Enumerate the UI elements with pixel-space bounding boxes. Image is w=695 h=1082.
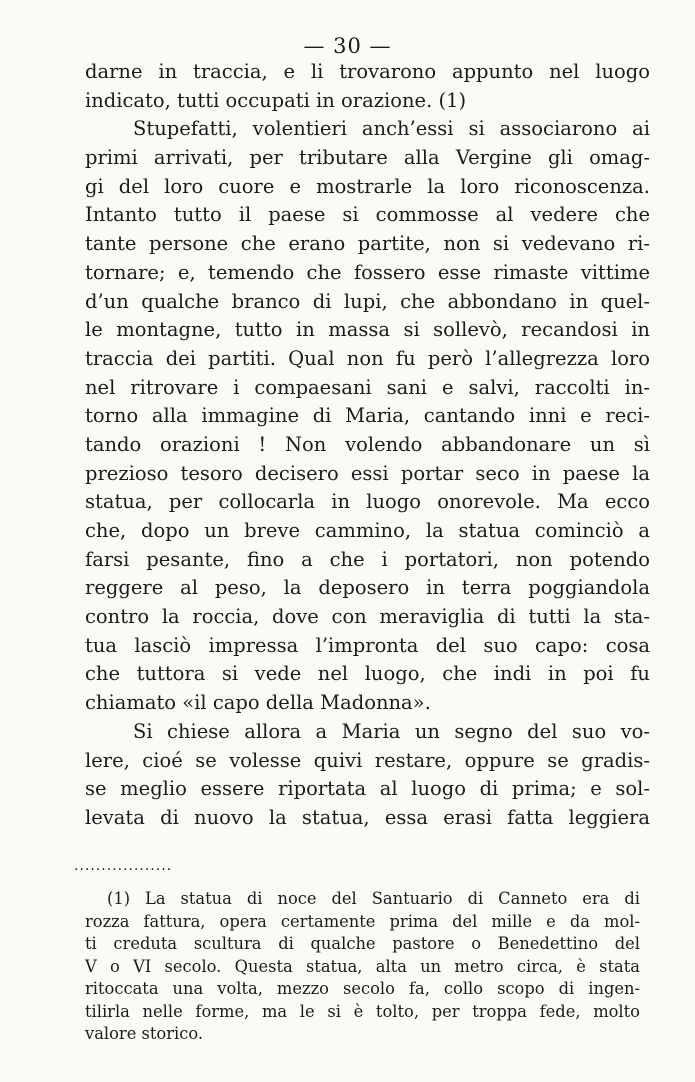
- footnote-line: (1) La statua di noce del Santuario di Canneto era di: [107, 889, 640, 908]
- text-line: tornare; e, temendo che fossero esse rimaste vittime: [85, 260, 650, 284]
- body-text: [85, 58, 650, 833]
- text-line: prezioso tesoro decisero essi portar seco in paese la: [85, 461, 650, 485]
- footnote-line: valore storico.: [85, 1024, 204, 1043]
- text-line: tua lasciò impressa l’impronta del suo capo: cosa: [85, 633, 650, 657]
- text-line: indicato, tutti occupati in orazione. (1): [85, 88, 467, 112]
- text-line: tante persone che erano partite, non si vedevano ri-: [85, 232, 650, 256]
- footnote-line: ti creduta scultura di qualche pastore o Benedettino del: [85, 934, 640, 953]
- footnote-separator: ..................: [74, 858, 173, 874]
- text-line: levata di nuovo la statua, essa erasi fatta leggiera: [85, 805, 650, 829]
- text-line: darne in traccia, e li trovarono appunto nel luogo: [85, 60, 650, 83]
- text-line: reggere al peso, la deposero in terra poggiandola: [85, 576, 650, 600]
- text-line: nel ritrovare i compaesani sani e salvi, raccolti in-: [85, 375, 650, 399]
- text-line: lere, cioé se volesse quivi restare, oppure se gradis-: [85, 748, 650, 772]
- text-line: Si chiese allora a Maria un segno del suo vo-: [133, 719, 650, 743]
- text-line: Intanto tutto il paese si commosse al vedere che: [85, 203, 650, 227]
- text-line: che, dopo un breve cammino, la statua cominciò a: [85, 519, 650, 542]
- text-line: chiamato «il capo della Madonna».: [85, 691, 431, 715]
- text-line: contro la roccia, dove con meraviglia di tutti la sta-: [85, 605, 650, 629]
- text-line: traccia dei partiti. Qual non fu però l’allegrezza loro: [85, 346, 650, 370]
- text-line: le montagne, tutto in massa si sollevò, recandosi in: [85, 318, 650, 342]
- text-line: torno alla immagine di Maria, cantando inni e reci-: [85, 404, 650, 428]
- footnote: [85, 888, 640, 1046]
- text-line: primi arrivati, per tributare alla Vergine gli omag-: [85, 146, 650, 170]
- text-line: gi del loro cuore e mostrarle la loro riconoscenza.: [85, 174, 650, 198]
- footnote-line: ritoccata una volta, mezzo secolo fa, collo scopo di ingen-: [85, 979, 640, 998]
- text-line: d’un qualche branco di lupi, che abbondano in quel-: [85, 289, 650, 313]
- text-line: tando orazioni ! Non volendo abbandonare un sì: [85, 432, 650, 456]
- text-line: Stupefatti, volentieri anch’essi si associarono ai: [133, 117, 650, 141]
- text-line: se meglio essere riportata al luogo di prima; e sol-: [85, 777, 650, 801]
- footnote-line: V o VI secolo. Questa statua, alta un metro circa, è stata: [85, 956, 640, 976]
- footnote-line: rozza fattura, opera certamente prima del mille e da mol-: [85, 911, 640, 931]
- page-number: — 30 —: [303, 34, 392, 58]
- text-line: che tuttora si vede nel luogo, che indi in poi fu: [85, 662, 650, 686]
- footnote-line: tilirla nelle forme, ma le si è tolto, per troppa fede, molto: [85, 1001, 640, 1021]
- text-line: farsi pesante, fino a che i portatori, non potendo: [85, 547, 650, 571]
- text-line: statua, per collocarla in luogo onorevole. Ma ecco: [85, 490, 650, 514]
